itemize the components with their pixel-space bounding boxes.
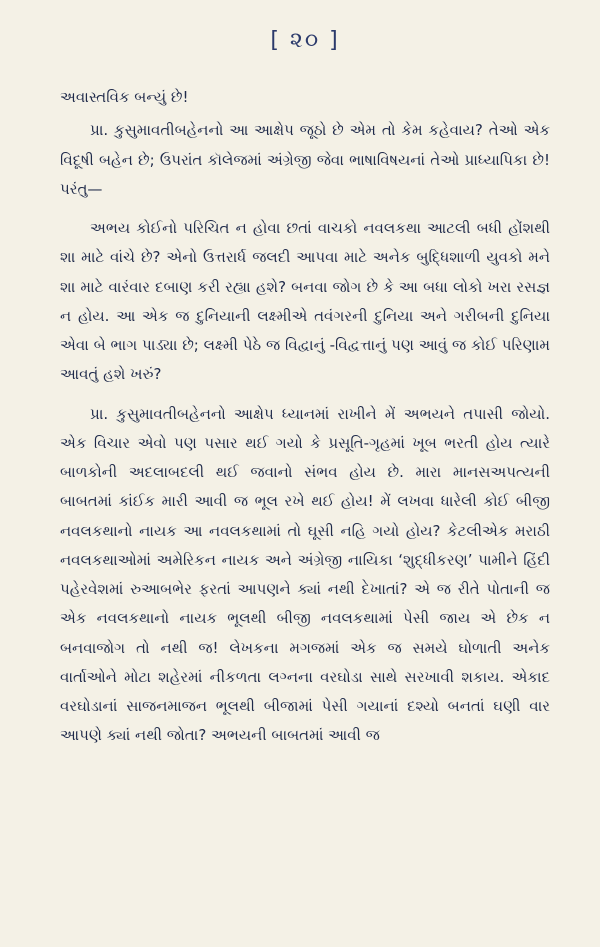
paragraph-4: પ્રા. કુસુમાવતીબહેનનો આક્ષેપ ધ્યાનમાં રાખીને મેં અભયને તપાસી જોયો. એક વિચાર એવો પણ પસાર થઈ ગયો કે પ્રસૂતિ-ગૃહમાં ખૂબ ભરતી હોય ત્યારે બાળકોની અદલાબદલી થઈ જવાનો સંભવ હોય છે. મારા માનસઅપત્યની બાબતમાં કાંઈક મારી આવી જ ભૂલ રખે થઈ હોય! મેં લખવા ધારેલી કોઈ બીજી નવલકથાનો નાયક આ નવલકથામાં તો ઘૂસી નહિ ગયો હોય? કેટલીએક મરાઠી નવલકથાઓમાં અમેરિકન નાયક અને અંગ્રેજી નાયિકા ‘શુદ્ધીકરણ’ પામીને હિંદી પહેરવેશમાં રુઆબભેર ફરતાં આપણને ક્યાં નથી દેખાતાં? એ જ રીતે પોતાની જ એક નવલકથાનો નાયક ભૂલથી બીજી નવલકથામાં પેસી જાય એ છેક ન બનવાજોગ તો નથી જ! લેખકના મગજમાં એક જ સમયે ઘોળાતી અનેક વાર્તાઓને મોટા શહેરમાં નીકળતા લગ્નના વરઘોડા સાથે સરખાવી શકાય. એકાદ વરઘોડાનાં સાજનમાજન ભૂલથી બીજામાં પેસી ગયાનાં દશ્યો બનતાં ઘણી વાર આપણે ક્યાં નથી જોતા? અભયની બાબતમાં આવી જ [60,404,550,745]
paragraph-3: અભય કોઈનો પરિચિત ન હોવા છતાં વાચકો નવલકથા આટલી બધી હોંશથી શા માટે વાંચે છે? એનો ઉત્તરાર્ધ જલદી આપવા માટે અનેક બુદ્ધિશાળી યુવકો મને શા માટે વારંવાર દબાણ કરી રહ્યા હશે? બનવા જોગ છે કે આ બધા લોકો ખરા રસજ્ઞ ન હોય. આ એક જ દુનિયાની લક્ષ્મીએ તવંગરની દુનિયા અને ગરીબની દુનિયા એવા બે ભાગ પાડ્યા છે; લક્ષ્મી પેઠે જ વિદ્વાનું -વિદ્વત્તાનું પણ આવું જ કોઈ પરિણામ આવતું હશે ખરું? [60,219,550,384]
paragraph-1: અવાસ્તવિક બન્યું છે! [60,88,189,106]
paragraph-2: પ્રા. કુસુમાવતીબહેનનો આ આક્ષેપ જૂઠો છે એમ તો કેમ કહેવાય? તેઓ એક વિદૂષી બહેન છે; ઉપરાંત કૉલેજમાં અંગ્રેજી જેવા ભાષાવિષયનાં તેઓ પ્રાધ્યાપિકા છે! પરંતુ— [60,121,550,198]
page-number: [ ૨૦ ] [270,28,340,53]
book-page [60,28,550,928]
